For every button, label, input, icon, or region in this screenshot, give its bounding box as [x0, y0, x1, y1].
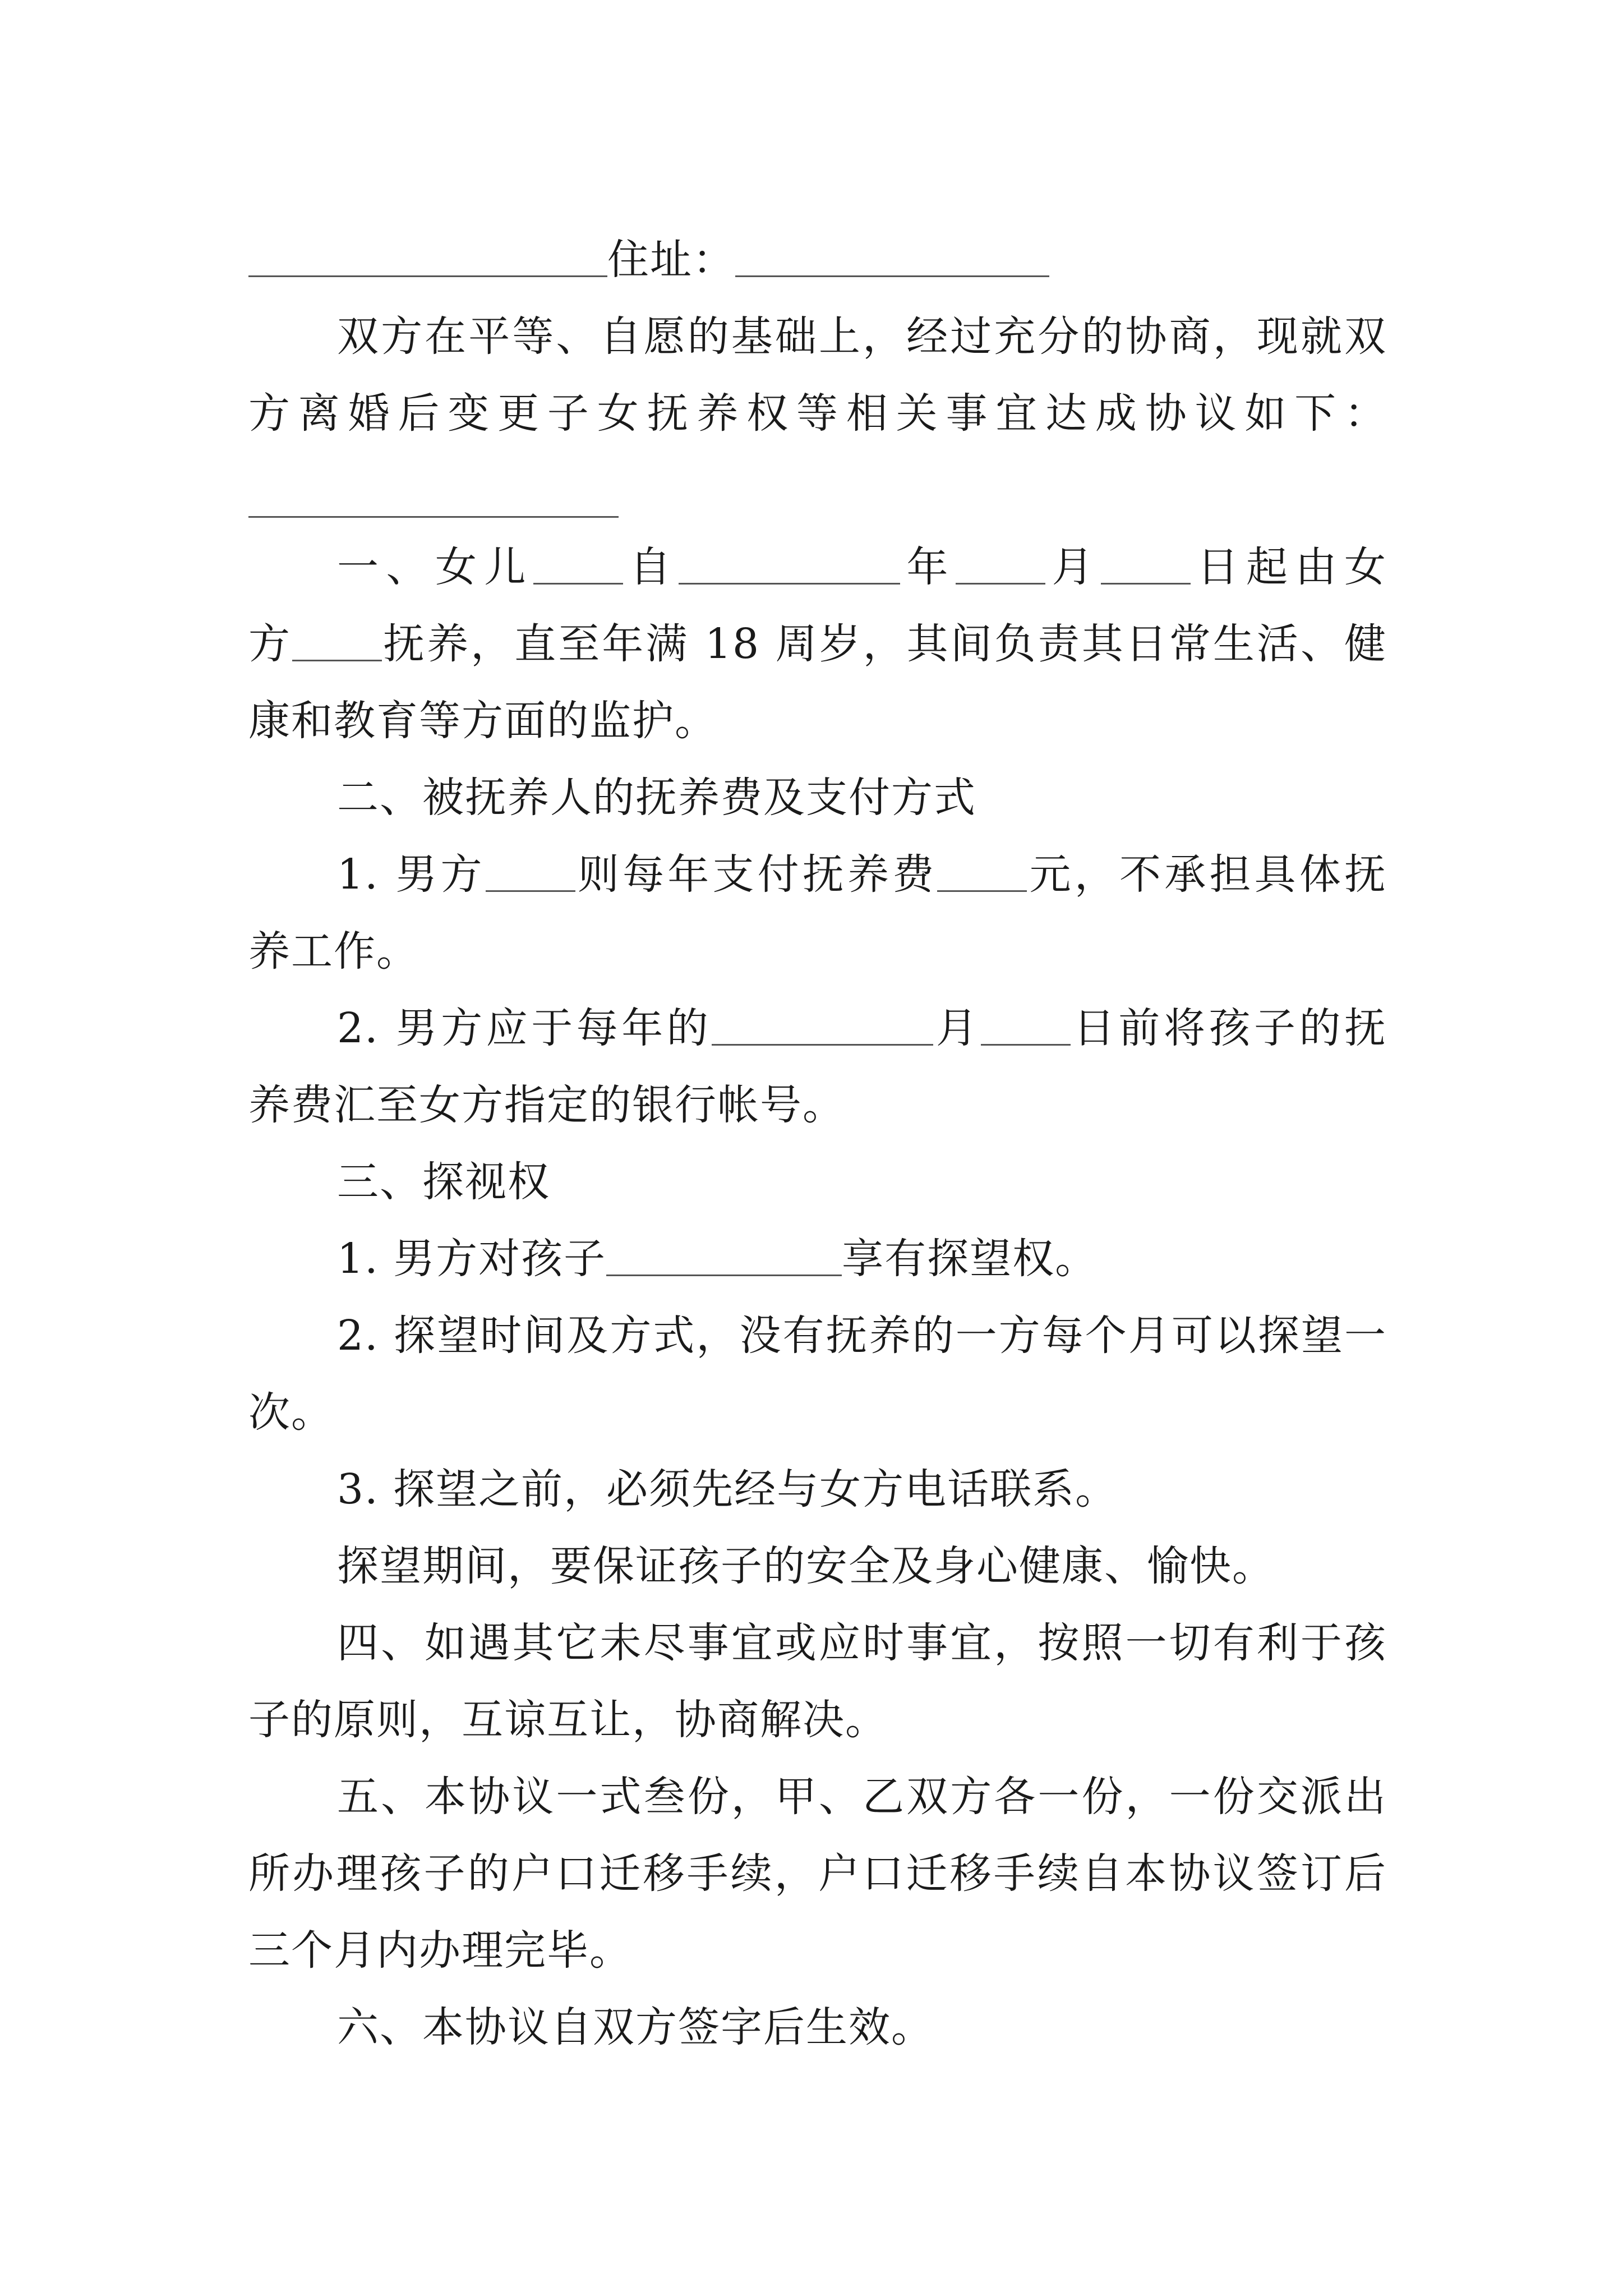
- clause2-2-text-each-year: 2. 男方应于每年的: [337, 1004, 712, 1052]
- clause3-2-line-1: 2. 探望时间及方式，没有抚养的一方每个月可以探望一: [337, 1312, 1387, 1360]
- clause5-line-1: 五、本协议一式叁份，甲、乙双方各一份，一份交派出: [337, 1773, 1387, 1821]
- clause4-line-2: 子的原则，互谅互让，协商解决。: [248, 1696, 888, 1744]
- month-blank[interactable]: [956, 541, 1045, 585]
- document-body: [248, 222, 1387, 2066]
- clause2-1-line-1: [248, 836, 1387, 913]
- payment-month-blank[interactable]: [712, 1002, 933, 1046]
- clause1-text-custody: 抚养，直至年满 18 周岁，其间负责其日常生活、健: [382, 620, 1387, 668]
- clause1-line-3: 康和教育等方面的监护。: [248, 697, 717, 745]
- clause1-text-daughter: 一、女儿: [337, 543, 533, 591]
- father-name-blank[interactable]: [486, 849, 575, 892]
- clause3-title: 三、探视权: [337, 1158, 550, 1206]
- clause2-1-text-father: 1. 男方: [337, 850, 486, 899]
- clause2-2-line-2: 养费汇至女方指定的银行帐号。: [248, 1081, 845, 1129]
- clause3-1-line: [248, 1221, 1387, 1297]
- clause2-2-line-1: [248, 990, 1387, 1067]
- payment-day-blank[interactable]: [981, 1002, 1071, 1046]
- clause4-line-1: 四、如遇其它未尽事宜或应时事宜，按照一切有利于孩: [337, 1619, 1387, 1667]
- clause1-text-month: 月: [1045, 543, 1101, 591]
- clause1-text-from: 自: [623, 543, 679, 591]
- clause5-line-2: 所办理孩子的户口迁移手续，户口迁移手续自本协议签订后: [248, 1849, 1387, 1898]
- clause1-text-day: 日起由女: [1191, 543, 1387, 591]
- clause1-text-party: 方: [248, 620, 293, 668]
- mother-name-blank[interactable]: [292, 618, 382, 661]
- year-blank[interactable]: [679, 541, 900, 585]
- clause3-4-line: 探望期间，要保证孩子的安全及身心健康、愉快。: [337, 1542, 1275, 1590]
- daughter-name-blank[interactable]: [533, 541, 623, 585]
- address-line: [248, 222, 1387, 298]
- clause2-1-text-fee: 则每年支付抚养费: [575, 850, 938, 899]
- clause1-line-2: [248, 606, 1387, 683]
- separator-blank[interactable]: [248, 475, 619, 518]
- clause3-1-text-father-child: 1. 男方对孩子: [337, 1235, 607, 1283]
- clause2-1-line-2: 养工作。: [248, 927, 419, 976]
- clause2-2-text-month: 月: [933, 1004, 981, 1052]
- child-name-blank[interactable]: [606, 1233, 842, 1276]
- separator-blank-line: [248, 452, 1387, 529]
- clause2-title: 二、被抚养人的抚养费及支付方式: [337, 774, 976, 822]
- name-blank[interactable]: [248, 234, 607, 277]
- clause5-line-3: 三个月内办理完毕。: [248, 1926, 632, 1975]
- clause3-2-line-2: 次。: [248, 1388, 334, 1437]
- address-blank[interactable]: [735, 234, 1049, 277]
- intro-line-1: 双方在平等、自愿的基础上，经过充分的协商，现就双: [337, 312, 1387, 361]
- fee-amount-blank[interactable]: [937, 849, 1027, 892]
- clause2-2-text-before: 日前将孩子的抚: [1071, 1004, 1387, 1052]
- day-blank[interactable]: [1101, 541, 1191, 585]
- clause1-text-year: 年: [900, 543, 956, 591]
- clause1-line-1: [248, 529, 1387, 606]
- clause2-1-text-yuan: 元，不承担具体抚: [1027, 850, 1387, 899]
- intro-line-2: 方离婚后变更子女抚养权等相关事宜达成协议如下：: [248, 389, 1387, 438]
- clause3-1-text-visit-right: 享有探望权。: [842, 1235, 1098, 1283]
- address-label: 住址：: [607, 236, 735, 284]
- clause6-line: 六、本协议自双方签字后生效。: [337, 2003, 934, 2051]
- clause3-3-line: 3. 探望之前，必须先经与女方电话联系。: [337, 1465, 1118, 1513]
